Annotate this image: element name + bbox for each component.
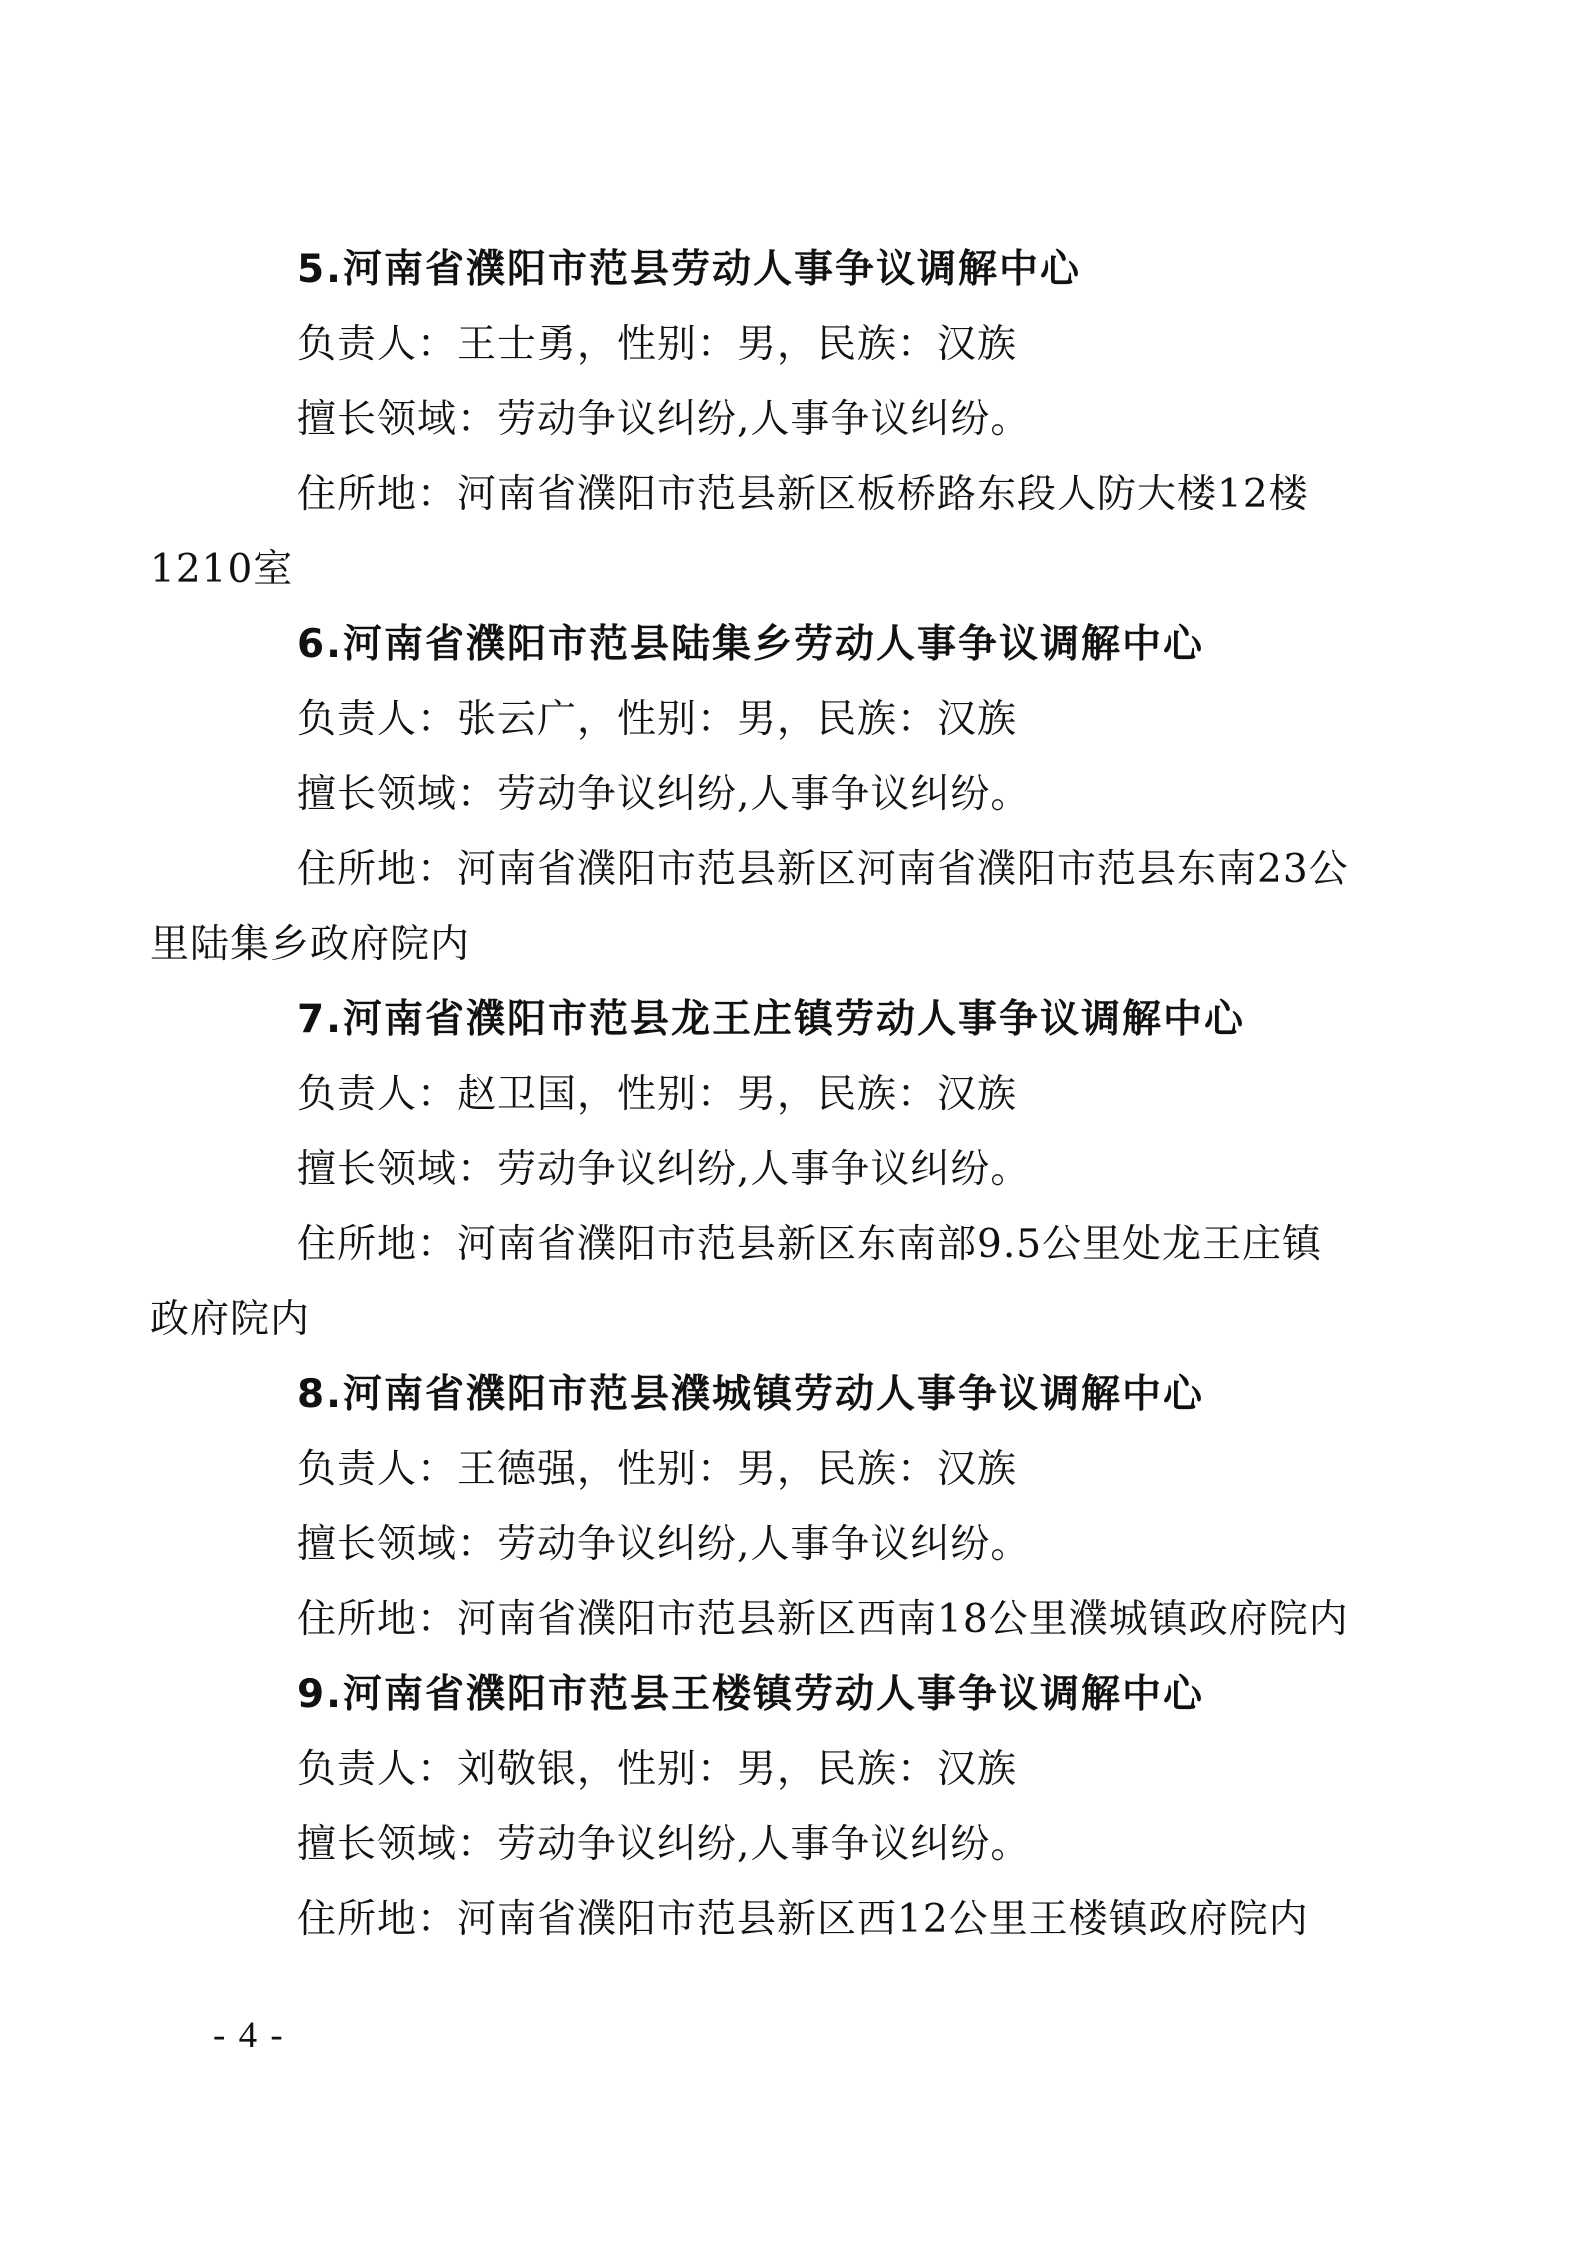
entry-address: 住所地：河南省濮阳市范县新区河南省濮阳市范县东南23公 [297,847,1349,892]
entry-address: 住所地：河南省濮阳市范县新区西南18公里濮城镇政府院内 [297,1597,1349,1642]
entry-address: 住所地：河南省濮阳市范县新区板桥路东段人防大楼12楼 [297,472,1309,517]
entry-title: 9.河南省濮阳市范县王楼镇劳动人事争议调解中心 [297,1672,1204,1717]
mediation-center-entry-5 [150,232,1396,607]
entry-person: 负责人：赵卫国，性别：男，民族：汉族 [297,1072,1018,1117]
entry-address: 住所地：河南省濮阳市范县新区西12公里王楼镇政府院内 [297,1897,1309,1942]
entry-person: 负责人：刘敬银，性别：男，民族：汉族 [297,1747,1018,1792]
mediation-center-entry-7 [150,982,1396,1357]
entry-title: 8.河南省濮阳市范县濮城镇劳动人事争议调解中心 [297,1372,1204,1417]
entry-address-continued: 1210室 [150,547,294,592]
entry-field: 擅长领域：劳动争议纠纷,人事争议纠纷。 [297,1522,1031,1567]
entry-field: 擅长领域：劳动争议纠纷,人事争议纠纷。 [297,772,1031,817]
entry-person: 负责人：王德强，性别：男，民族：汉族 [297,1447,1018,1492]
entry-address-continued: 里陆集乡政府院内 [150,922,471,967]
entry-title: 6.河南省濮阳市范县陆集乡劳动人事争议调解中心 [297,622,1204,667]
entry-field: 擅长领域：劳动争议纠纷,人事争议纠纷。 [297,397,1031,442]
entry-title: 7.河南省濮阳市范县龙王庄镇劳动人事争议调解中心 [297,997,1245,1042]
mediation-center-entry-6 [150,607,1396,982]
entry-title: 5.河南省濮阳市范县劳动人事争议调解中心 [297,247,1081,292]
mediation-center-entry-9 [213,1657,1396,1957]
entry-field: 擅长领域：劳动争议纠纷,人事争议纠纷。 [297,1822,1031,1867]
page-number: - 4 - [213,2015,285,2056]
entry-person: 负责人：张云广，性别：男，民族：汉族 [297,697,1018,742]
mediation-center-list [150,232,1396,1957]
entry-address-continued: 政府院内 [150,1297,311,1342]
entry-address: 住所地：河南省濮阳市范县新区东南部9.5公里处龙王庄镇 [297,1222,1323,1267]
entry-field: 擅长领域：劳动争议纠纷,人事争议纠纷。 [297,1147,1031,1192]
entry-person: 负责人：王士勇，性别：男，民族：汉族 [297,322,1018,367]
mediation-center-entry-8 [213,1357,1396,1657]
